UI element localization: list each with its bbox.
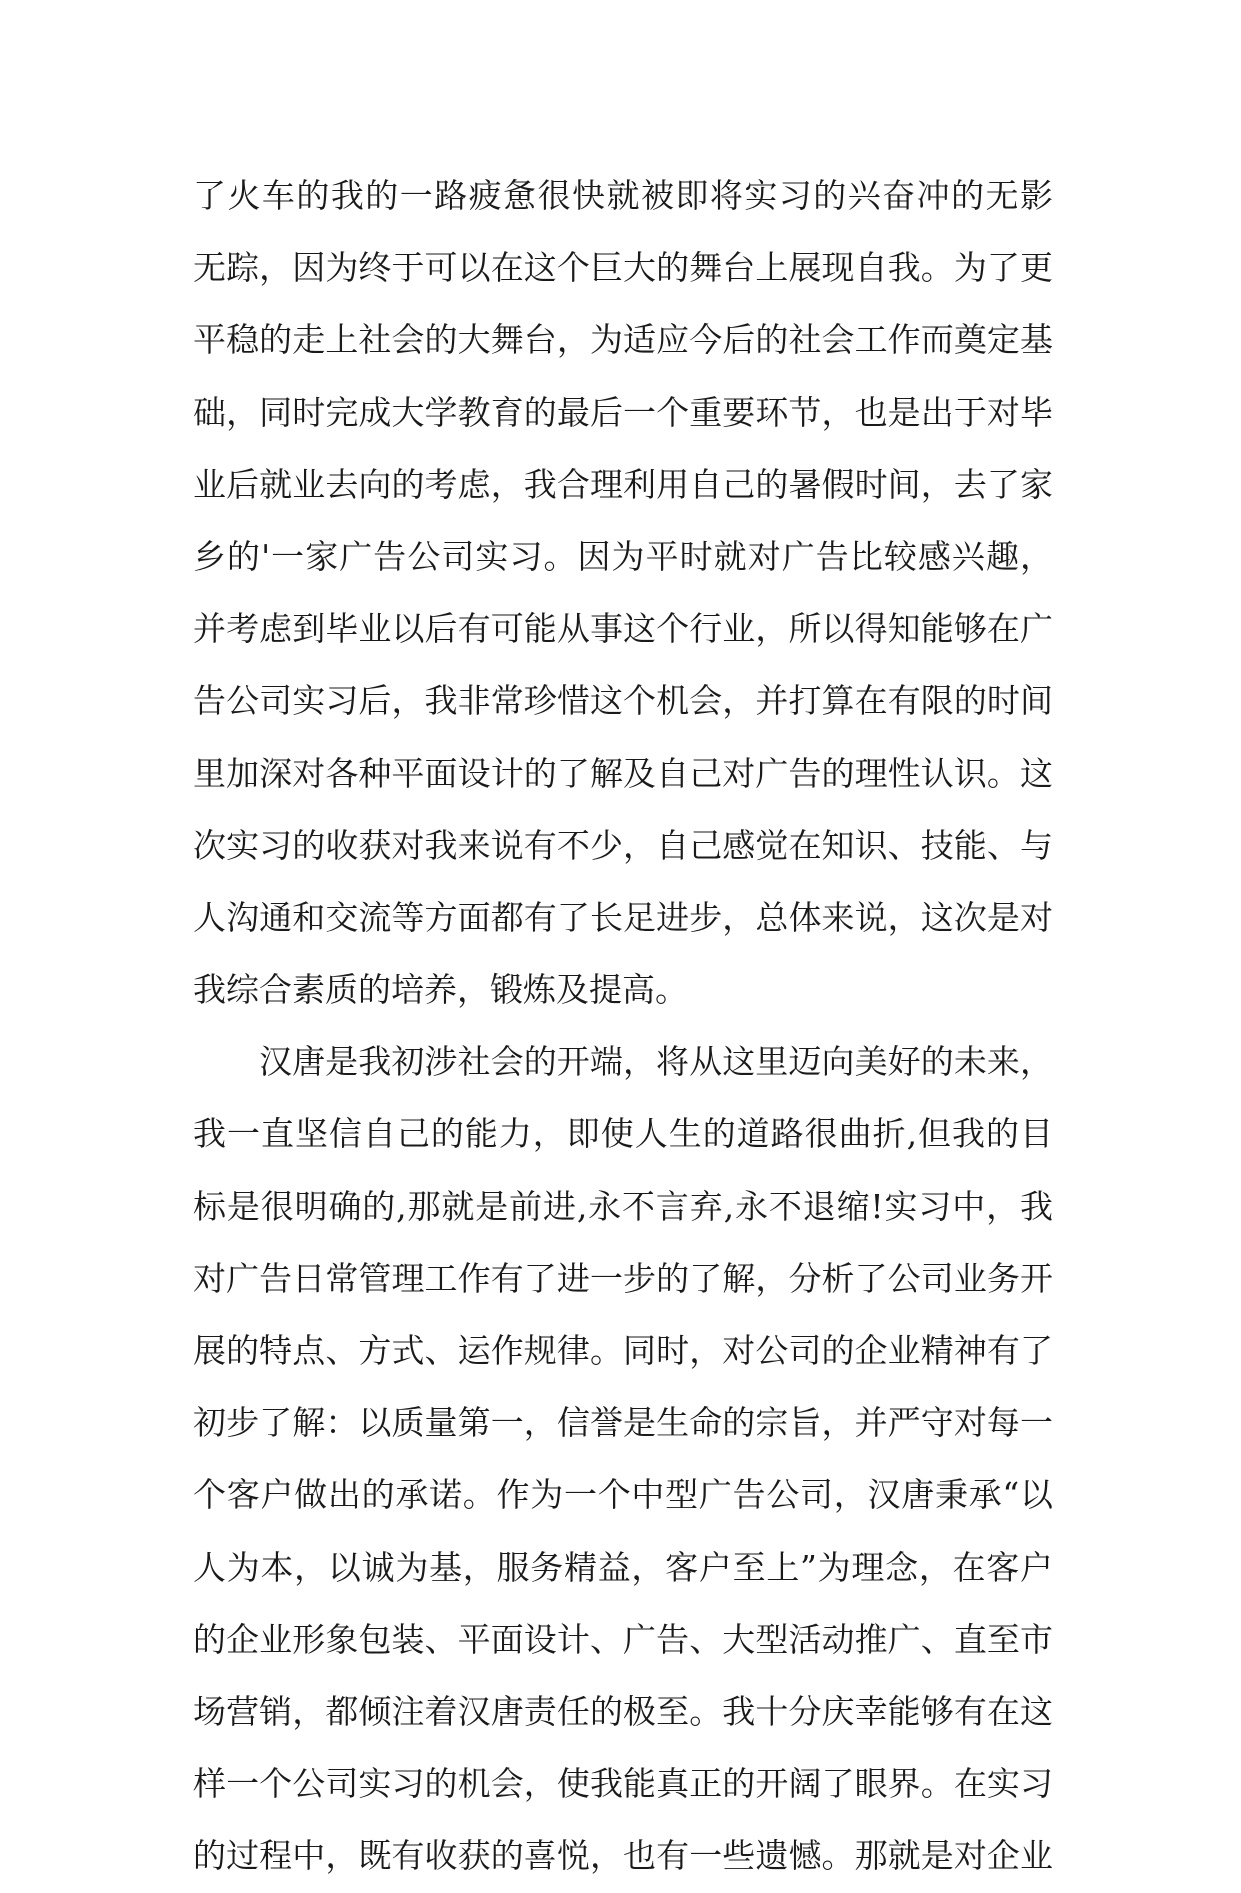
text-line: 汉唐是我初涉社会的开端，将从这里迈向美好的未来， [259,1042,1053,1082]
text-line: 的企业形象包装、平面设计、广告、大型活动推广、直至市 [193,1619,1053,1659]
text-line: 我综合素质的培养，锻炼及提高。 [193,970,688,1010]
text-line: 告公司实习后，我非常珍惜这个机会，并打算在有限的时间 [193,681,1053,721]
text-line: 并考虑到毕业以后有可能从事这个行业，所以得知能够在广 [193,609,1053,649]
text-line: 人沟通和交流等方面都有了长足进步，总体来说，这次是对 [193,897,1053,937]
text-line: 对广告日常管理工作有了进一步的了解，分析了公司业务开 [193,1258,1053,1298]
paragraph-2 [193,1026,1053,1892]
text-line: 业后就业去向的考虑，我合理利用自己的暑假时间，去了家 [193,464,1053,504]
text-line: 人为本，以诚为基，服务精益，客户至上”为理念，在客户 [193,1547,1053,1587]
text-line: 我一直坚信自己的能力，即使人生的道路很曲折,但我的目 [193,1114,1053,1154]
text-line: 的过程中，既有收获的喜悦，也有一些遗憾。那就是对企业 [193,1836,1053,1876]
text-line: 无踪，因为终于可以在这个巨大的舞台上展现自我。为了更 [193,248,1053,288]
text-line: 样一个公司实习的机会，使我能真正的开阔了眼界。在实习 [193,1764,1053,1804]
text-line: 了火车的我的一路疲惫很快就被即将实习的兴奋冲的无影 [193,176,1053,215]
paragraph-1 [193,160,1053,1026]
text-line: 础，同时完成大学教育的最后一个重要环节，也是出于对毕 [193,392,1053,432]
text-line: 标是很明确的,那就是前进,永不言弃,永不退缩!实习中，我 [193,1186,1053,1226]
text-line: 平稳的走上社会的大舞台，为适应今后的社会工作而奠定基 [193,320,1053,360]
text-line: 乡的'一家广告公司实习。因为平时就对广告比较感兴趣， [193,536,1053,576]
text-line: 展的特点、方式、运作规律。同时，对公司的企业精神有了 [193,1331,1053,1370]
text-line: 初步了解：以质量第一，信誉是生命的宗旨，并严守对每一 [193,1403,1053,1443]
body-text [193,160,1053,1893]
text-line: 里加深对各种平面设计的了解及自己对广告的理性认识。这 [193,753,1053,793]
text-line: 次实习的收获对我来说有不少，自己感觉在知识、技能、与 [193,825,1053,865]
text-line: 场营销，都倾注着汉唐责任的极至。我十分庆幸能够有在这 [193,1691,1053,1731]
text-line: 个客户做出的承诺。作为一个中型广告公司，汉唐秉承“以 [193,1475,1053,1515]
